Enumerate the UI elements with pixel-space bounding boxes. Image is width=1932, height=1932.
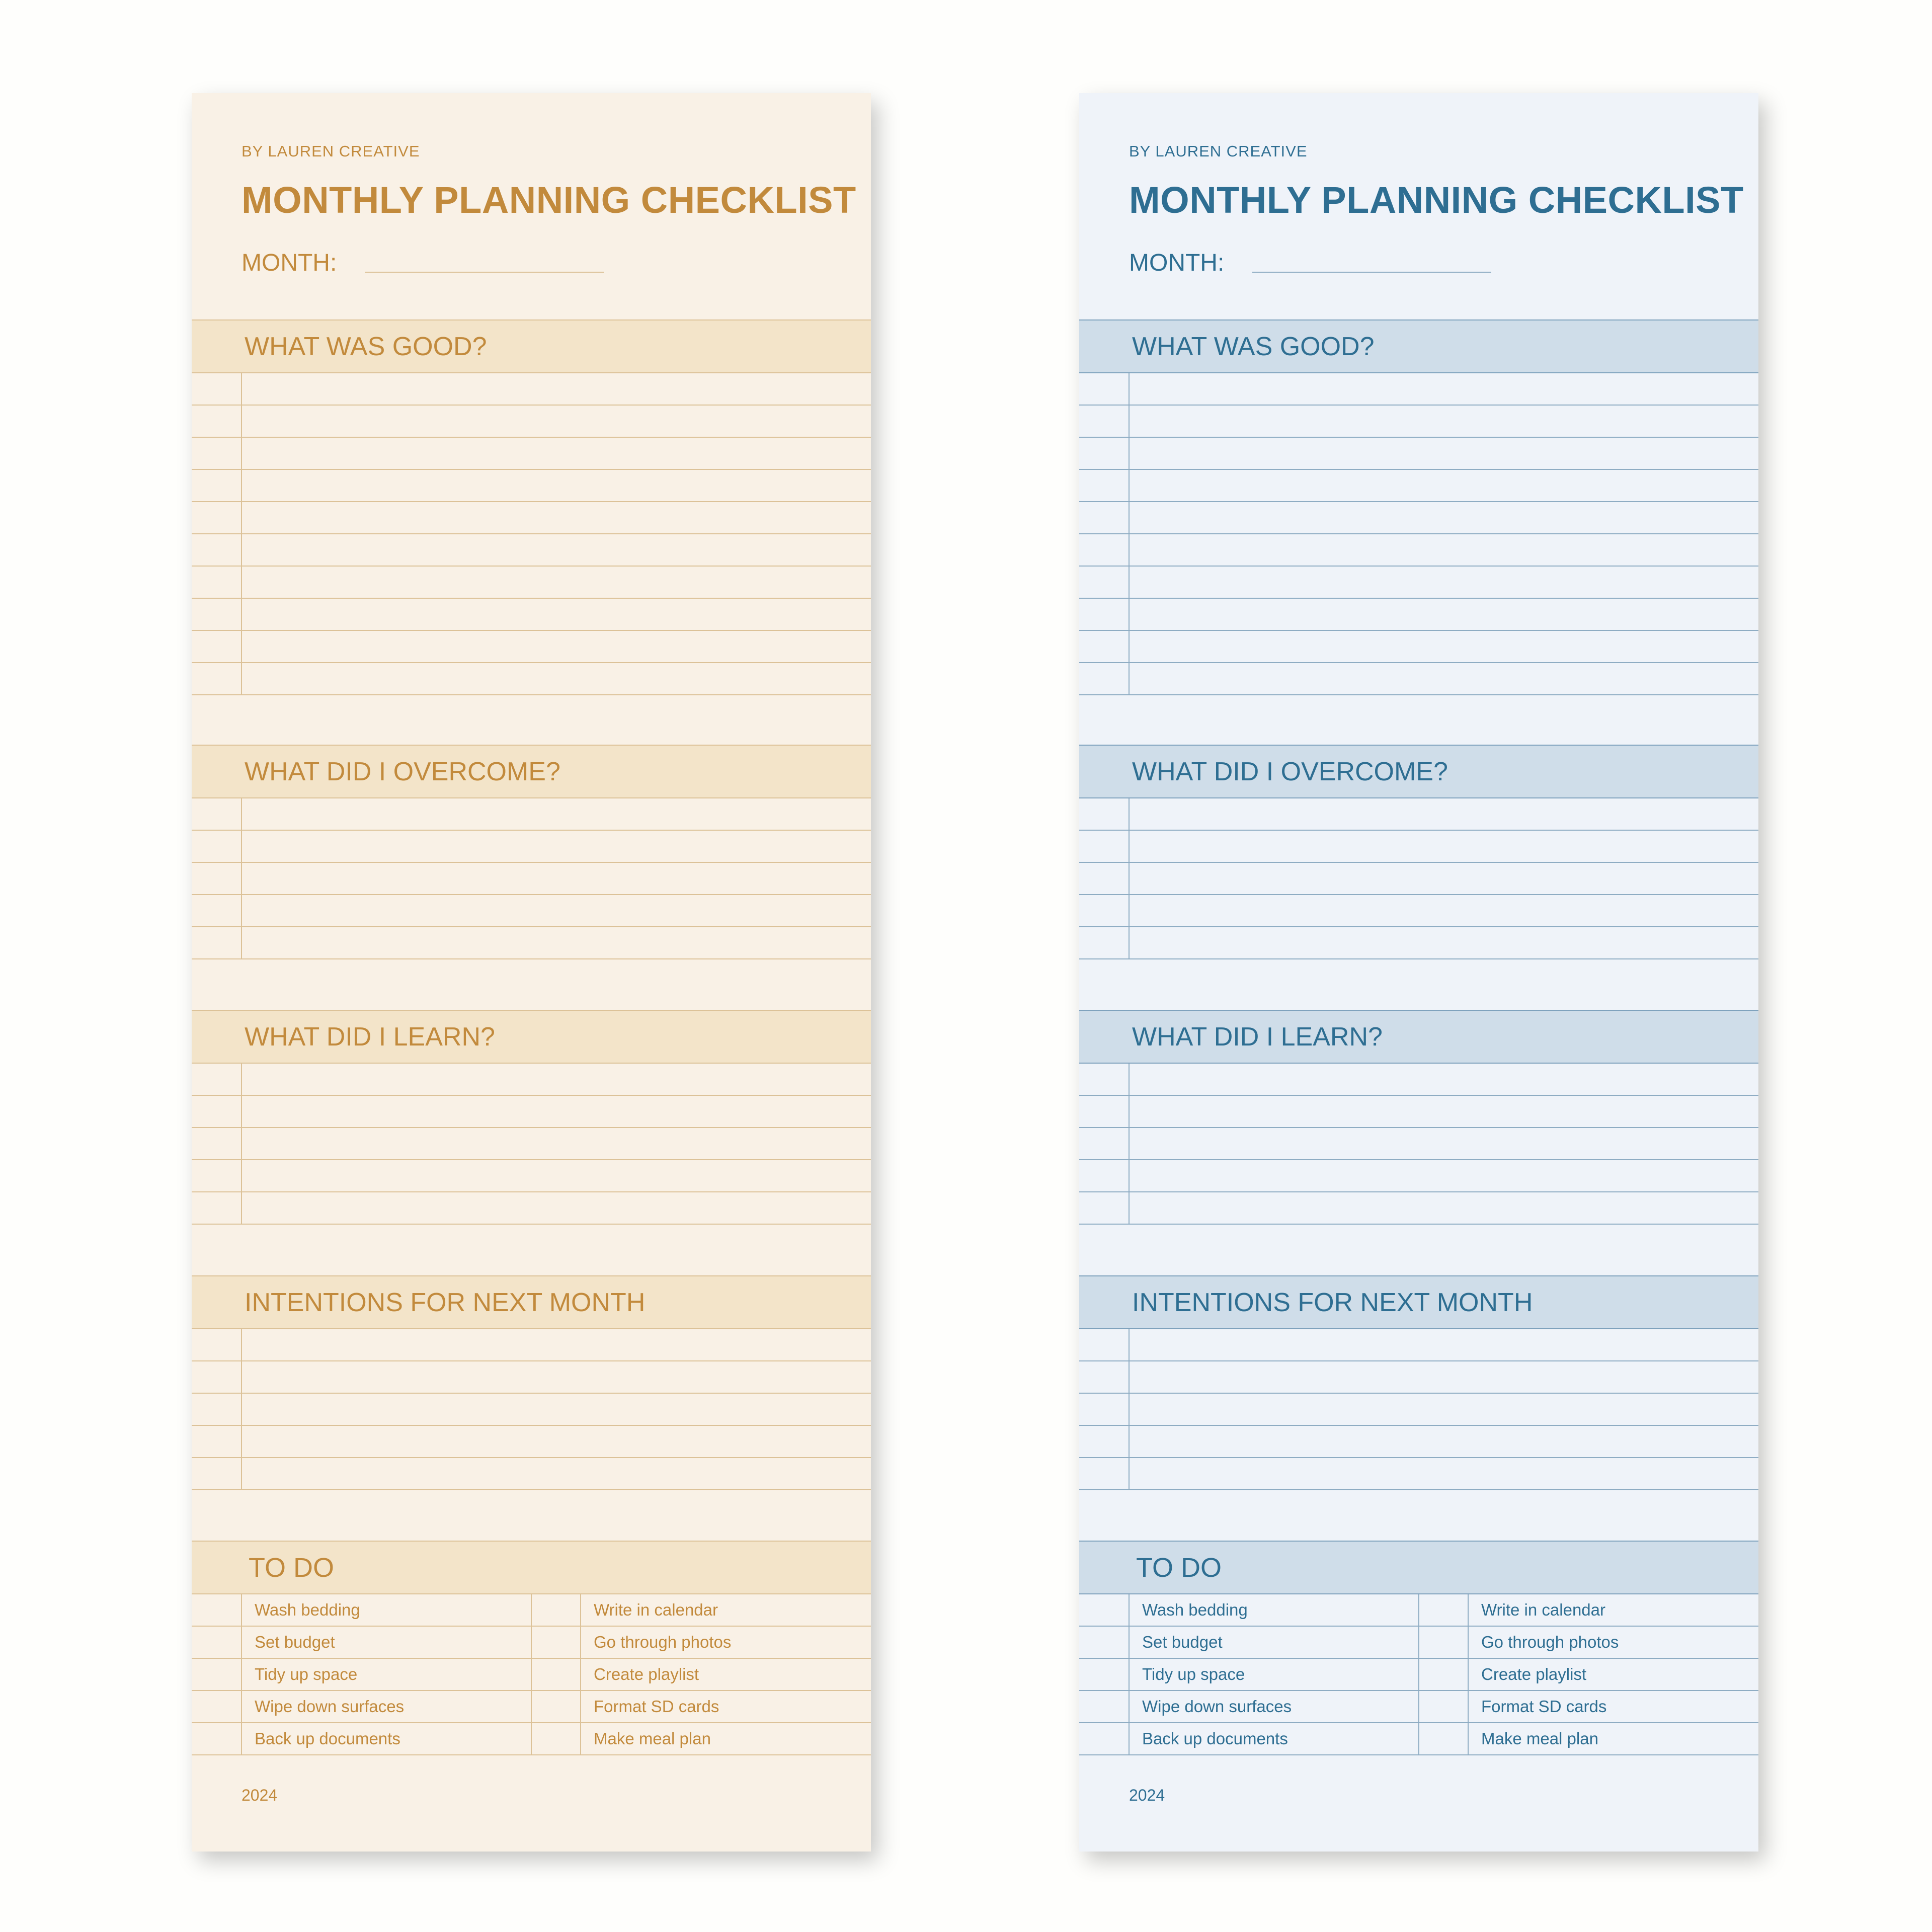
todo-item[interactable]: Format SD cards — [1481, 1697, 1607, 1716]
checkbox-column-divider — [580, 1627, 581, 1658]
todo-row — [1079, 1594, 1758, 1627]
checkbox-column-divider — [1418, 1594, 1419, 1626]
write-line-row[interactable] — [192, 373, 871, 406]
write-line-row[interactable] — [1079, 1128, 1758, 1160]
checkbox-column-divider — [241, 1329, 242, 1360]
todo-item[interactable]: Format SD cards — [594, 1697, 719, 1716]
write-line-row[interactable] — [1079, 863, 1758, 895]
month-write-line[interactable] — [365, 272, 604, 273]
checkbox-column-divider — [241, 599, 242, 630]
write-line-row[interactable] — [1079, 631, 1758, 663]
checkbox-column-divider — [1129, 1458, 1130, 1489]
checkbox-column-divider — [531, 1691, 532, 1722]
checkbox-column-divider — [1129, 1691, 1130, 1722]
checkbox-column-divider — [1129, 1594, 1130, 1626]
write-line-row[interactable] — [192, 1426, 871, 1458]
year-label: 2024 — [1129, 1786, 1165, 1804]
checkbox-column-divider — [580, 1659, 581, 1690]
checkbox-column-divider — [1468, 1659, 1469, 1690]
checkbox-column-divider — [241, 798, 242, 830]
checkbox-column-divider — [241, 1394, 242, 1425]
checkbox-column-divider — [1418, 1723, 1419, 1754]
checkbox-column-divider — [1129, 831, 1130, 862]
todo-item[interactable]: Create playlist — [594, 1665, 699, 1683]
todo-item[interactable]: Create playlist — [1481, 1665, 1587, 1683]
section-header-intentions: INTENTIONS FOR NEXT MONTH — [192, 1275, 871, 1329]
checkbox-column-divider — [241, 502, 242, 533]
month-label: MONTH: — [1129, 250, 1225, 276]
section-todo — [192, 1541, 871, 1755]
checkbox-column-divider — [531, 1594, 532, 1626]
checkbox-column-divider — [580, 1691, 581, 1722]
checkbox-column-divider — [241, 1128, 242, 1159]
section-what-did-i-overcome — [192, 745, 871, 959]
write-line-row[interactable] — [1079, 1361, 1758, 1394]
section-intentions — [192, 1275, 871, 1490]
brand-label: BY LAUREN CREATIVE — [242, 142, 420, 160]
write-line-row[interactable] — [192, 1458, 871, 1490]
section-todo — [1079, 1541, 1758, 1755]
todo-item[interactable]: Tidy up space — [1142, 1665, 1245, 1683]
section-header-todo: TO DO — [192, 1541, 871, 1594]
checkbox-column-divider — [1129, 863, 1130, 894]
section-header-overcome: WHAT DID I OVERCOME? — [192, 745, 871, 798]
checkbox-column-divider — [580, 1723, 581, 1754]
checkbox-column-divider — [1418, 1659, 1419, 1690]
write-line-row[interactable] — [192, 534, 871, 567]
section-what-was-good — [192, 319, 871, 695]
todo-row — [1079, 1691, 1758, 1723]
page-title: MONTHLY PLANNING CHECKLIST — [1129, 179, 1744, 221]
todo-row — [192, 1594, 871, 1627]
section-header-learn: WHAT DID I LEARN? — [192, 1010, 871, 1064]
checkbox-column-divider — [1129, 1426, 1130, 1457]
checkbox-column-divider — [241, 863, 242, 894]
todo-row — [1079, 1627, 1758, 1659]
write-line-row[interactable] — [192, 863, 871, 895]
write-line-row[interactable] — [1079, 1192, 1758, 1225]
write-line-row[interactable] — [192, 1192, 871, 1225]
checkbox-column-divider — [1129, 1128, 1130, 1159]
checklist-sheet-beige — [192, 93, 871, 1852]
write-line-row[interactable] — [1079, 831, 1758, 863]
write-line-row[interactable] — [192, 1329, 871, 1361]
checkbox-column-divider — [1418, 1627, 1419, 1658]
checkbox-column-divider — [1129, 1160, 1130, 1191]
write-line-row[interactable] — [192, 1160, 871, 1192]
checkbox-column-divider — [531, 1627, 532, 1658]
write-line-row[interactable] — [192, 798, 871, 831]
write-line-row[interactable] — [1079, 502, 1758, 534]
todo-row — [192, 1723, 871, 1755]
checkbox-column-divider — [1129, 1192, 1130, 1224]
section-header-good: WHAT WAS GOOD? — [1079, 319, 1758, 373]
checkbox-column-divider — [241, 1458, 242, 1489]
todo-row — [192, 1627, 871, 1659]
checkbox-column-divider — [241, 1096, 242, 1127]
todo-item[interactable]: Wash bedding — [255, 1600, 360, 1619]
checkbox-column-divider — [1129, 1394, 1130, 1425]
checkbox-column-divider — [241, 1361, 242, 1393]
checkbox-column-divider — [241, 534, 242, 566]
checkbox-column-divider — [531, 1723, 532, 1754]
write-line-row[interactable] — [192, 438, 871, 470]
checkbox-column-divider — [241, 927, 242, 958]
checkbox-column-divider — [241, 663, 242, 694]
checkbox-column-divider — [580, 1594, 581, 1626]
checkbox-column-divider — [1129, 927, 1130, 958]
todo-item[interactable]: Wipe down surfaces — [255, 1697, 405, 1716]
section-what-did-i-learn — [192, 1010, 871, 1225]
checkbox-column-divider — [1129, 406, 1130, 437]
write-line-row[interactable] — [1079, 1096, 1758, 1128]
section-what-was-good — [1079, 319, 1758, 695]
checkbox-column-divider — [1129, 1361, 1130, 1393]
write-line-row[interactable] — [1079, 534, 1758, 567]
todo-item[interactable]: Make meal plan — [1481, 1729, 1598, 1748]
section-intentions — [1079, 1275, 1758, 1490]
write-line-row[interactable] — [192, 1361, 871, 1394]
todo-item[interactable]: Back up documents — [255, 1729, 400, 1748]
checkbox-column-divider — [241, 1426, 242, 1457]
todo-row — [192, 1659, 871, 1691]
checkbox-column-divider — [241, 470, 242, 501]
checkbox-column-divider — [241, 1160, 242, 1191]
todo-row — [1079, 1723, 1758, 1755]
checkbox-column-divider — [1129, 798, 1130, 830]
write-line-row[interactable] — [192, 831, 871, 863]
write-line-row[interactable] — [1079, 798, 1758, 831]
checkbox-column-divider — [1129, 631, 1130, 662]
checkbox-column-divider — [241, 1627, 242, 1658]
section-what-did-i-overcome — [1079, 745, 1758, 959]
write-line-row[interactable] — [192, 1128, 871, 1160]
checkbox-column-divider — [1129, 470, 1130, 501]
checkbox-column-divider — [1129, 1096, 1130, 1127]
checkbox-column-divider — [1129, 567, 1130, 598]
checkbox-column-divider — [241, 631, 242, 662]
brand-label: BY LAUREN CREATIVE — [1129, 142, 1308, 160]
write-line-row[interactable] — [1079, 1426, 1758, 1458]
write-line-row[interactable] — [192, 1394, 871, 1426]
write-line-row[interactable] — [192, 663, 871, 695]
checkbox-column-divider — [1468, 1627, 1469, 1658]
section-header-good: WHAT WAS GOOD? — [192, 319, 871, 373]
section-header-intentions: INTENTIONS FOR NEXT MONTH — [1079, 1275, 1758, 1329]
year-label: 2024 — [242, 1786, 278, 1804]
write-line-row[interactable] — [1079, 1160, 1758, 1192]
checkbox-column-divider — [241, 1691, 242, 1722]
write-line-row[interactable] — [192, 1064, 871, 1096]
checkbox-column-divider — [1129, 438, 1130, 469]
checkbox-column-divider — [1129, 373, 1130, 405]
section-header-todo: TO DO — [1079, 1541, 1758, 1594]
write-line-row[interactable] — [192, 895, 871, 927]
todo-item[interactable]: Wash bedding — [1142, 1600, 1248, 1619]
checkbox-column-divider — [531, 1659, 532, 1690]
checkbox-column-divider — [241, 1659, 242, 1690]
write-line-row[interactable] — [192, 502, 871, 534]
write-line-row[interactable] — [192, 406, 871, 438]
month-write-line[interactable] — [1252, 272, 1491, 273]
write-line-row[interactable] — [192, 1096, 871, 1128]
write-line-row[interactable] — [1079, 599, 1758, 631]
checkbox-column-divider — [1468, 1594, 1469, 1626]
todo-item[interactable]: Back up documents — [1142, 1729, 1288, 1748]
checkbox-column-divider — [241, 406, 242, 437]
write-line-row[interactable] — [192, 470, 871, 502]
checkbox-column-divider — [1418, 1691, 1419, 1722]
write-line-row[interactable] — [192, 927, 871, 959]
write-line-row[interactable] — [1079, 470, 1758, 502]
write-line-row[interactable] — [192, 631, 871, 663]
checkbox-column-divider — [241, 831, 242, 862]
checkbox-column-divider — [241, 1723, 242, 1754]
checkbox-column-divider — [1468, 1723, 1469, 1754]
write-line-row[interactable] — [1079, 1064, 1758, 1096]
write-line-row[interactable] — [1079, 663, 1758, 695]
write-line-row[interactable] — [1079, 438, 1758, 470]
checkbox-column-divider — [1129, 502, 1130, 533]
checkbox-column-divider — [1129, 1329, 1130, 1360]
checkbox-column-divider — [1129, 895, 1130, 926]
section-header-overcome: WHAT DID I OVERCOME? — [1079, 745, 1758, 798]
month-field — [1129, 249, 1224, 277]
todo-item[interactable]: Tidy up space — [255, 1665, 358, 1683]
month-label: MONTH: — [242, 250, 337, 276]
checklist-sheet-blue — [1079, 93, 1758, 1852]
write-line-row[interactable] — [1079, 373, 1758, 406]
checkbox-column-divider — [241, 1594, 242, 1626]
todo-item[interactable]: Set budget — [1142, 1633, 1223, 1651]
checkbox-column-divider — [1129, 599, 1130, 630]
write-line-row[interactable] — [1079, 1458, 1758, 1490]
todo-row — [192, 1691, 871, 1723]
todo-item[interactable]: Write in calendar — [1481, 1600, 1606, 1619]
write-line-row[interactable] — [1079, 1329, 1758, 1361]
todo-item[interactable]: Make meal plan — [594, 1729, 711, 1748]
checkbox-column-divider — [1468, 1691, 1469, 1722]
checkbox-column-divider — [241, 567, 242, 598]
todo-item[interactable]: Go through photos — [1481, 1633, 1619, 1651]
write-line-row[interactable] — [192, 599, 871, 631]
todo-item[interactable]: Write in calendar — [594, 1600, 718, 1619]
checkbox-column-divider — [1129, 1627, 1130, 1658]
section-what-did-i-learn — [1079, 1010, 1758, 1225]
checkbox-column-divider — [1129, 1723, 1130, 1754]
checkbox-column-divider — [241, 1192, 242, 1224]
checkbox-column-divider — [1129, 1659, 1130, 1690]
write-line-row[interactable] — [1079, 406, 1758, 438]
checkbox-column-divider — [241, 895, 242, 926]
write-line-row[interactable] — [192, 567, 871, 599]
write-line-row[interactable] — [1079, 1394, 1758, 1426]
todo-item[interactable]: Set budget — [255, 1633, 335, 1651]
month-field — [242, 249, 337, 277]
todo-item[interactable]: Go through photos — [594, 1633, 732, 1651]
checkbox-column-divider — [241, 373, 242, 405]
write-line-row[interactable] — [1079, 567, 1758, 599]
checkbox-column-divider — [1129, 663, 1130, 694]
write-line-row[interactable] — [1079, 927, 1758, 959]
checkbox-column-divider — [1129, 1064, 1130, 1095]
page-title: MONTHLY PLANNING CHECKLIST — [242, 179, 856, 221]
write-line-row[interactable] — [1079, 895, 1758, 927]
checkbox-column-divider — [241, 1064, 242, 1095]
todo-item[interactable]: Wipe down surfaces — [1142, 1697, 1292, 1716]
checkbox-column-divider — [1129, 534, 1130, 566]
checkbox-column-divider — [241, 438, 242, 469]
todo-row — [1079, 1659, 1758, 1691]
section-header-learn: WHAT DID I LEARN? — [1079, 1010, 1758, 1064]
